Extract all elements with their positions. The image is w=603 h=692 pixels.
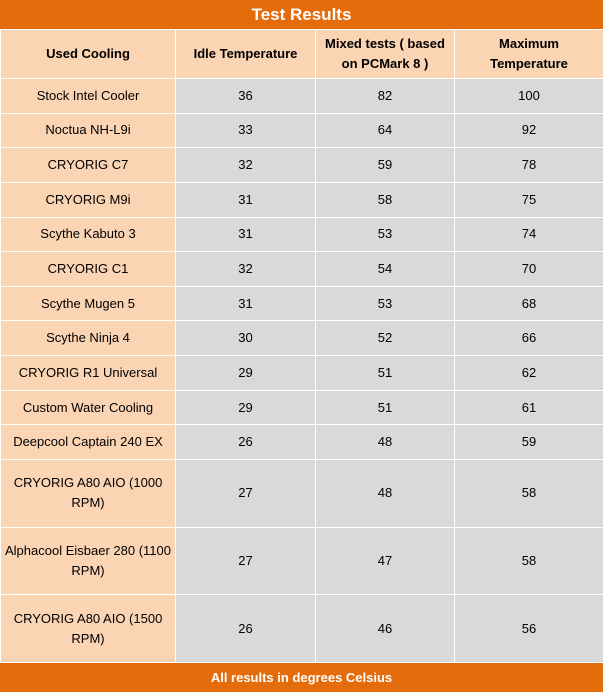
idle-temp-cell: 30 bbox=[176, 321, 316, 356]
table-body bbox=[1, 79, 603, 663]
table-row bbox=[1, 390, 603, 425]
idle-temp-cell: 26 bbox=[176, 425, 316, 460]
max-temp-cell: 74 bbox=[455, 217, 603, 252]
idle-temp-cell: 29 bbox=[176, 390, 316, 425]
mixed-test-cell: 58 bbox=[316, 182, 455, 217]
mixed-test-cell: 48 bbox=[316, 425, 455, 460]
table-footer-note: All results in degrees Celsius bbox=[0, 663, 603, 692]
header-mixed-tests: Mixed tests ( based on PCMark 8 ) bbox=[316, 30, 455, 79]
mixed-test-cell: 53 bbox=[316, 217, 455, 252]
cooler-name-cell: Deepcool Captain 240 EX bbox=[1, 425, 176, 460]
cooler-name-cell: CRYORIG M9i bbox=[1, 182, 176, 217]
mixed-test-cell: 64 bbox=[316, 113, 455, 148]
cooler-name-cell: CRYORIG A80 AIO (1000 RPM) bbox=[1, 460, 176, 528]
cooler-name-cell: CRYORIG C7 bbox=[1, 148, 176, 183]
table-title: Test Results bbox=[0, 0, 603, 29]
max-temp-cell: 56 bbox=[455, 595, 603, 663]
idle-temp-cell: 32 bbox=[176, 148, 316, 183]
idle-temp-cell: 29 bbox=[176, 356, 316, 391]
table-row bbox=[1, 527, 603, 595]
idle-temp-cell: 32 bbox=[176, 252, 316, 287]
idle-temp-cell: 31 bbox=[176, 286, 316, 321]
max-temp-cell: 66 bbox=[455, 321, 603, 356]
cooler-name-cell: Noctua NH-L9i bbox=[1, 113, 176, 148]
cooler-name-cell: Scythe Mugen 5 bbox=[1, 286, 176, 321]
cooler-name-cell: Alphacool Eisbaer 280 (1100 RPM) bbox=[1, 527, 176, 595]
mixed-test-cell: 51 bbox=[316, 356, 455, 391]
mixed-test-cell: 53 bbox=[316, 286, 455, 321]
cooler-name-cell: CRYORIG R1 Universal bbox=[1, 356, 176, 391]
cooler-name-cell: CRYORIG C1 bbox=[1, 252, 176, 287]
max-temp-cell: 92 bbox=[455, 113, 603, 148]
mixed-test-cell: 54 bbox=[316, 252, 455, 287]
header-used-cooling: Used Cooling bbox=[1, 30, 176, 79]
table-row bbox=[1, 321, 603, 356]
cooler-name-cell: Scythe Ninja 4 bbox=[1, 321, 176, 356]
table-row bbox=[1, 217, 603, 252]
table-row bbox=[1, 425, 603, 460]
mixed-test-cell: 52 bbox=[316, 321, 455, 356]
idle-temp-cell: 31 bbox=[176, 217, 316, 252]
max-temp-cell: 100 bbox=[455, 79, 603, 114]
max-temp-cell: 59 bbox=[455, 425, 603, 460]
table-row bbox=[1, 286, 603, 321]
table-row bbox=[1, 252, 603, 287]
table-row bbox=[1, 460, 603, 528]
max-temp-cell: 75 bbox=[455, 182, 603, 217]
cooler-name-cell: Custom Water Cooling bbox=[1, 390, 176, 425]
table-row bbox=[1, 595, 603, 663]
max-temp-cell: 58 bbox=[455, 460, 603, 528]
header-row bbox=[1, 30, 603, 79]
cooler-name-cell: Scythe Kabuto 3 bbox=[1, 217, 176, 252]
mixed-test-cell: 47 bbox=[316, 527, 455, 595]
max-temp-cell: 68 bbox=[455, 286, 603, 321]
idle-temp-cell: 26 bbox=[176, 595, 316, 663]
mixed-test-cell: 46 bbox=[316, 595, 455, 663]
table-row bbox=[1, 148, 603, 183]
table-row bbox=[1, 182, 603, 217]
idle-temp-cell: 33 bbox=[176, 113, 316, 148]
max-temp-cell: 61 bbox=[455, 390, 603, 425]
table-row bbox=[1, 79, 603, 114]
max-temp-cell: 62 bbox=[455, 356, 603, 391]
idle-temp-cell: 31 bbox=[176, 182, 316, 217]
mixed-test-cell: 82 bbox=[316, 79, 455, 114]
max-temp-cell: 58 bbox=[455, 527, 603, 595]
idle-temp-cell: 27 bbox=[176, 527, 316, 595]
mixed-test-cell: 51 bbox=[316, 390, 455, 425]
idle-temp-cell: 27 bbox=[176, 460, 316, 528]
results-table bbox=[0, 29, 603, 663]
table-row bbox=[1, 356, 603, 391]
mixed-test-cell: 48 bbox=[316, 460, 455, 528]
idle-temp-cell: 36 bbox=[176, 79, 316, 114]
header-idle-temperature: Idle Temperature bbox=[176, 30, 316, 79]
cooler-name-cell: Stock Intel Cooler bbox=[1, 79, 176, 114]
header-maximum-temperature: Maximum Temperature bbox=[455, 30, 603, 79]
max-temp-cell: 70 bbox=[455, 252, 603, 287]
table-row bbox=[1, 113, 603, 148]
mixed-test-cell: 59 bbox=[316, 148, 455, 183]
cooler-name-cell: CRYORIG A80 AIO (1500 RPM) bbox=[1, 595, 176, 663]
max-temp-cell: 78 bbox=[455, 148, 603, 183]
